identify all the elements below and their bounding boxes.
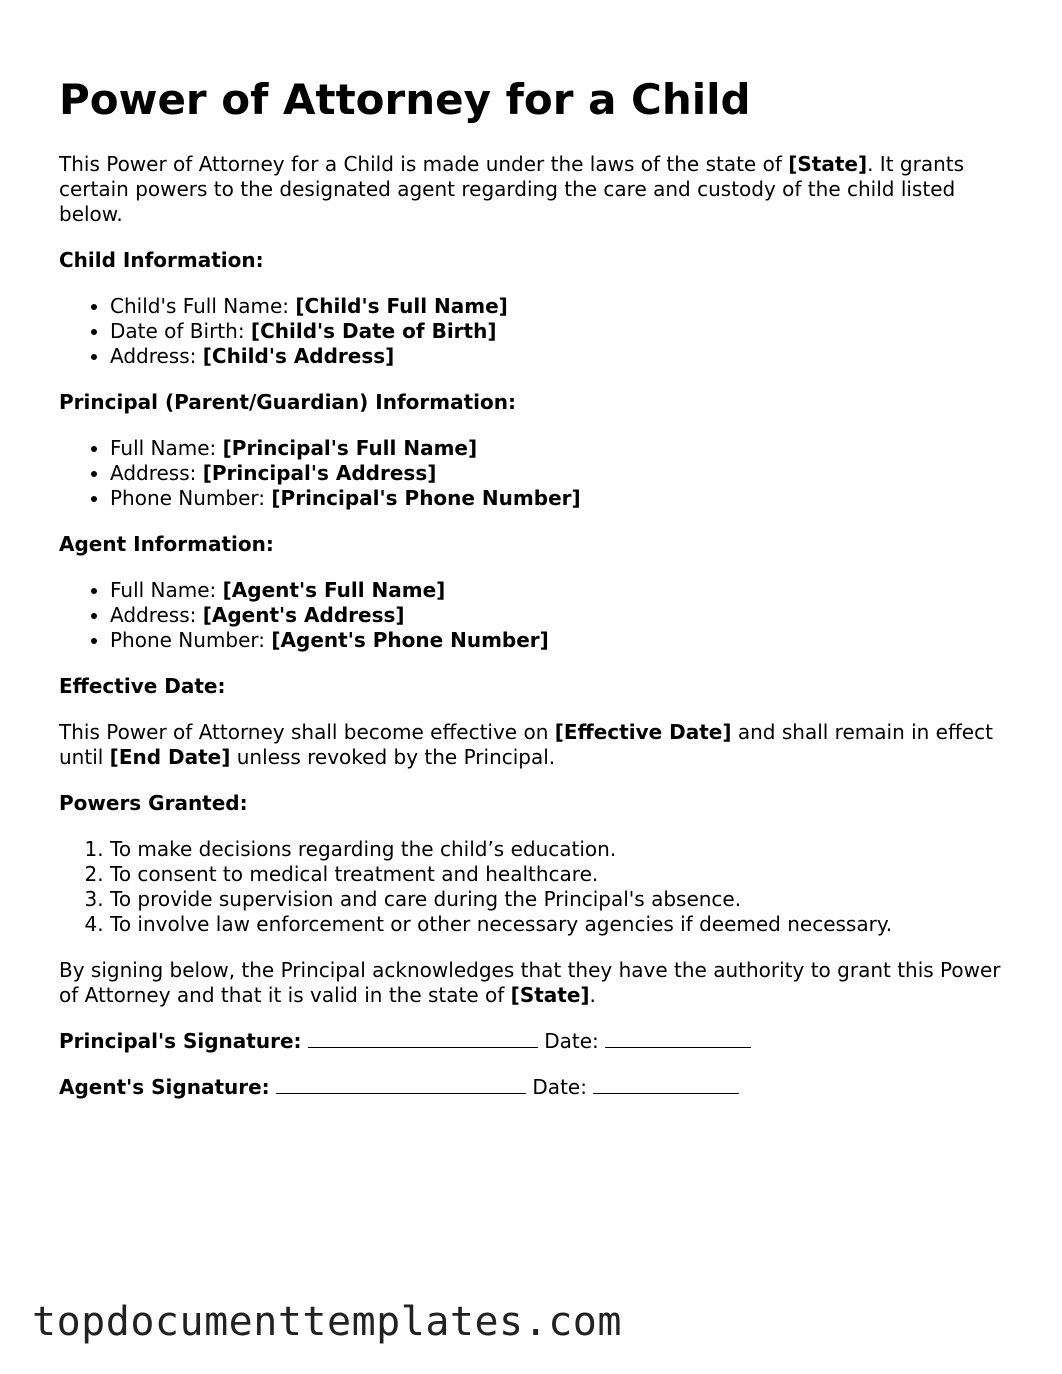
list-item: • Full Name: [Agent's Full Name] [110, 578, 1019, 603]
agent-signature-field[interactable] [276, 1075, 526, 1094]
list-item: • Full Name: [Principal's Full Name] [110, 436, 1019, 461]
principal-info-list [59, 436, 1019, 511]
child-info-list [59, 294, 1019, 369]
principal-date-label: Date: [544, 1029, 599, 1053]
list-item: • Address: [Child's Address] [110, 344, 1019, 369]
document-title: Power of Attorney for a Child [59, 75, 751, 124]
list-item: • Phone Number: [Agent's Phone Number] [110, 628, 1019, 653]
effective-date-heading: Effective Date: [59, 674, 226, 698]
agent-info-heading: Agent Information: [59, 532, 274, 556]
list-item: • Phone Number: [Principal's Phone Number] [110, 486, 1019, 511]
agent-date-field[interactable] [593, 1075, 739, 1094]
effective-date-paragraph: This Power of Attorney shall become effective on [Effective Date] and shall remain in effect until [End Date] unless revoked by the Principal. [59, 720, 993, 769]
list-item: 3. To provide supervision and care during the Principal's absence. [110, 887, 1019, 912]
powers-granted-heading: Powers Granted: [59, 791, 248, 815]
site-watermark: topdocumenttemplates.com [32, 1299, 622, 1345]
list-item: 2. To consent to medical treatment and healthcare. [110, 862, 1019, 887]
state-placeholder: [State] [788, 152, 868, 176]
powers-granted-list [59, 837, 1019, 937]
principal-date-field[interactable] [605, 1029, 751, 1048]
child-info-heading: Child Information: [59, 248, 264, 272]
agent-info-list [59, 578, 1019, 653]
list-item: • Address: [Agent's Address] [110, 603, 1019, 628]
list-item: 1. To make decisions regarding the child’s education. [110, 837, 1019, 862]
list-item: 4. To involve law enforcement or other necessary agencies if deemed necessary. [110, 912, 1019, 937]
list-item: • Address: [Principal's Address] [110, 461, 1019, 486]
intro-paragraph: This Power of Attorney for a Child is made under the laws of the state of [State]. It grants certain powers to the designated agent regarding the care and custody of the child listed below. [59, 152, 965, 226]
principal-info-heading: Principal (Parent/Guardian) Information: [59, 390, 516, 414]
agent-signature-line [59, 1075, 1019, 1100]
agent-date-label: Date: [532, 1075, 587, 1099]
principal-signature-field[interactable] [308, 1029, 538, 1048]
list-item: • Date of Birth: [Child's Date of Birth] [110, 319, 1019, 344]
agent-signature-label: Agent's Signature: [59, 1075, 270, 1099]
document-page [59, 74, 1019, 1121]
closing-paragraph: By signing below, the Principal acknowledges that they have the authority to grant this Power of Attorney and that it is valid in the state of [State]. [59, 958, 1001, 1007]
list-item: • Child's Full Name: [Child's Full Name] [110, 294, 1019, 319]
principal-signature-label: Principal's Signature: [59, 1029, 302, 1053]
principal-signature-line [59, 1029, 1019, 1054]
